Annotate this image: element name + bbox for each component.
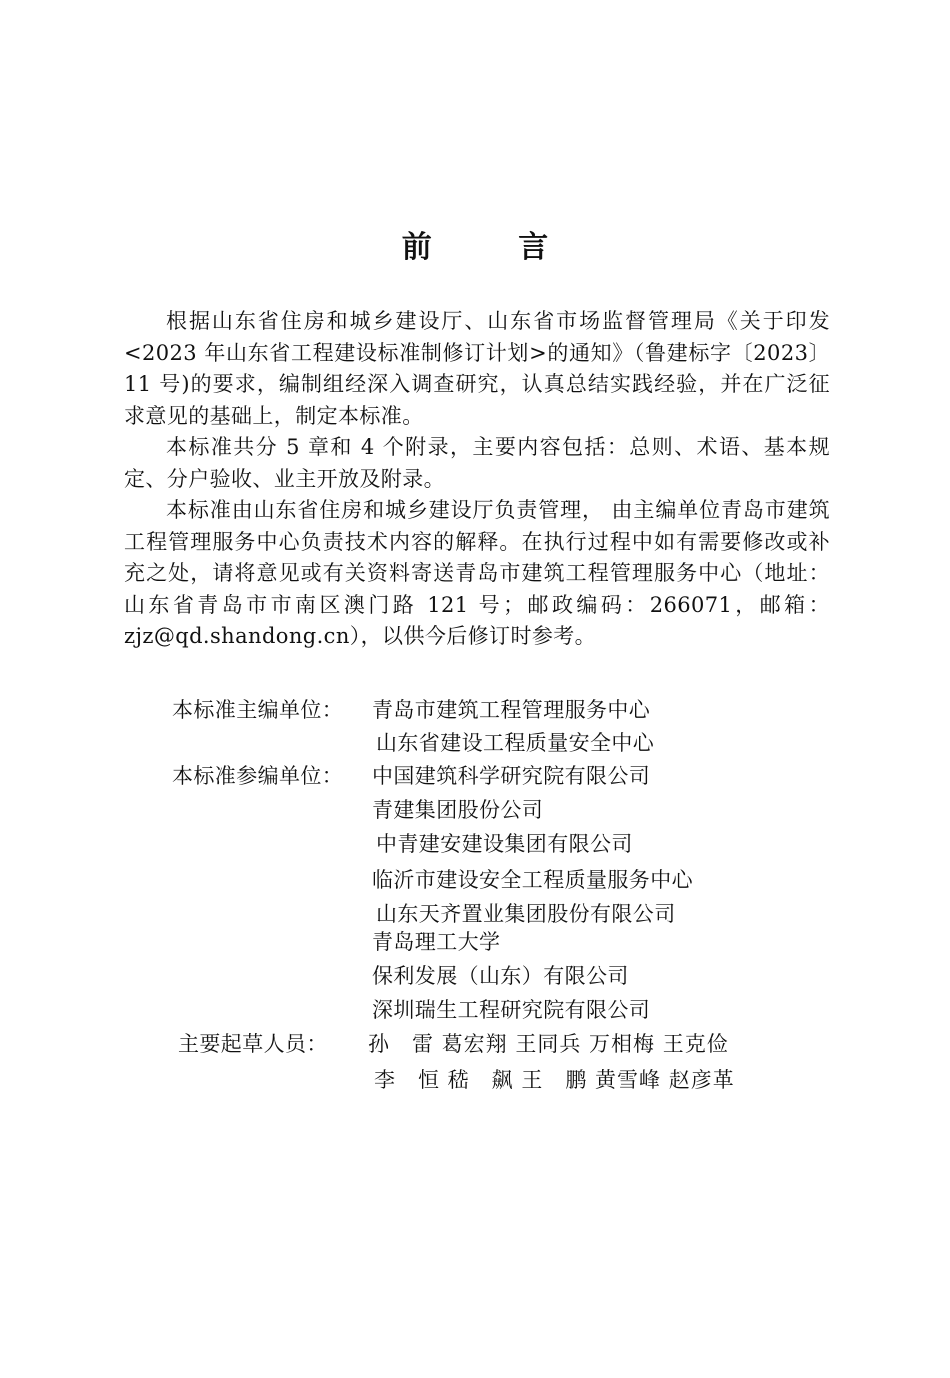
drafters-label: 主要起草人员： [178,1032,328,1056]
participating-editor-unit: 临沂市建设安全工程质量服务中心 [372,868,693,892]
preface-paragraph-3: 本标准由山东省住房和城乡建设厅负责管理， 由主编单位青岛市建筑工程管理服务中心负责技术内容的解释。在执行过程中如有需要修改或补充之处，请将意见或有关资料寄送青岛市建筑工程管理服务中心（地址：山东省青岛市市南区澳门路 121 号；邮政编码：266071，邮箱：zjz@qd.shandong.cn），以供今后修订时参考。 [124,498,830,648]
participating-editor-label: 本标准参编单位： [172,764,344,788]
participating-editor-unit: 中青建安建设集团有限公司 [376,832,633,856]
drafters-row: 李 恒 嵇 飙 王 鹏 黄雪峰 赵彦革 [374,1068,735,1092]
preface-paragraph-2: 本标准共分 5 章和 4 个附录，主要内容包括：总则、术语、基本规定、分户验收、业主开放及附录。 [124,435,830,491]
preface-paragraph-1: 根据山东省住房和城乡建设厅、山东省市场监督管理局《关于印发<2023 年山东省工程建设标准制修订计划>的通知》（鲁建标字〔2023〕11 号)的要求，编制组经深入调查研究，认真总结实践经验，并在广泛征求意见的基础上，制定本标准。 [124,309,830,428]
participating-editor-unit: 山东天齐置业集团股份有限公司 [376,902,676,926]
chief-editor-label: 本标准主编单位： [172,698,344,722]
page-title: 前 言 [401,230,587,265]
participating-editor-unit: 青岛理工大学 [372,930,501,954]
drafters-row: 孙 雷 葛宏翔 王同兵 万相梅 王克俭 [368,1032,729,1056]
preface-body [124,306,830,653]
chief-editor-unit: 青岛市建筑工程管理服务中心 [372,698,651,722]
participating-editor-unit: 青建集团股份公司 [372,798,544,822]
participating-editor-unit: 保利发展（山东）有限公司 [372,964,629,988]
participating-editor-unit: 深圳瑞生工程研究院有限公司 [372,998,651,1022]
chief-editor-unit: 山东省建设工程质量安全中心 [376,731,655,755]
participating-editor-unit: 中国建筑科学研究院有限公司 [372,764,651,788]
